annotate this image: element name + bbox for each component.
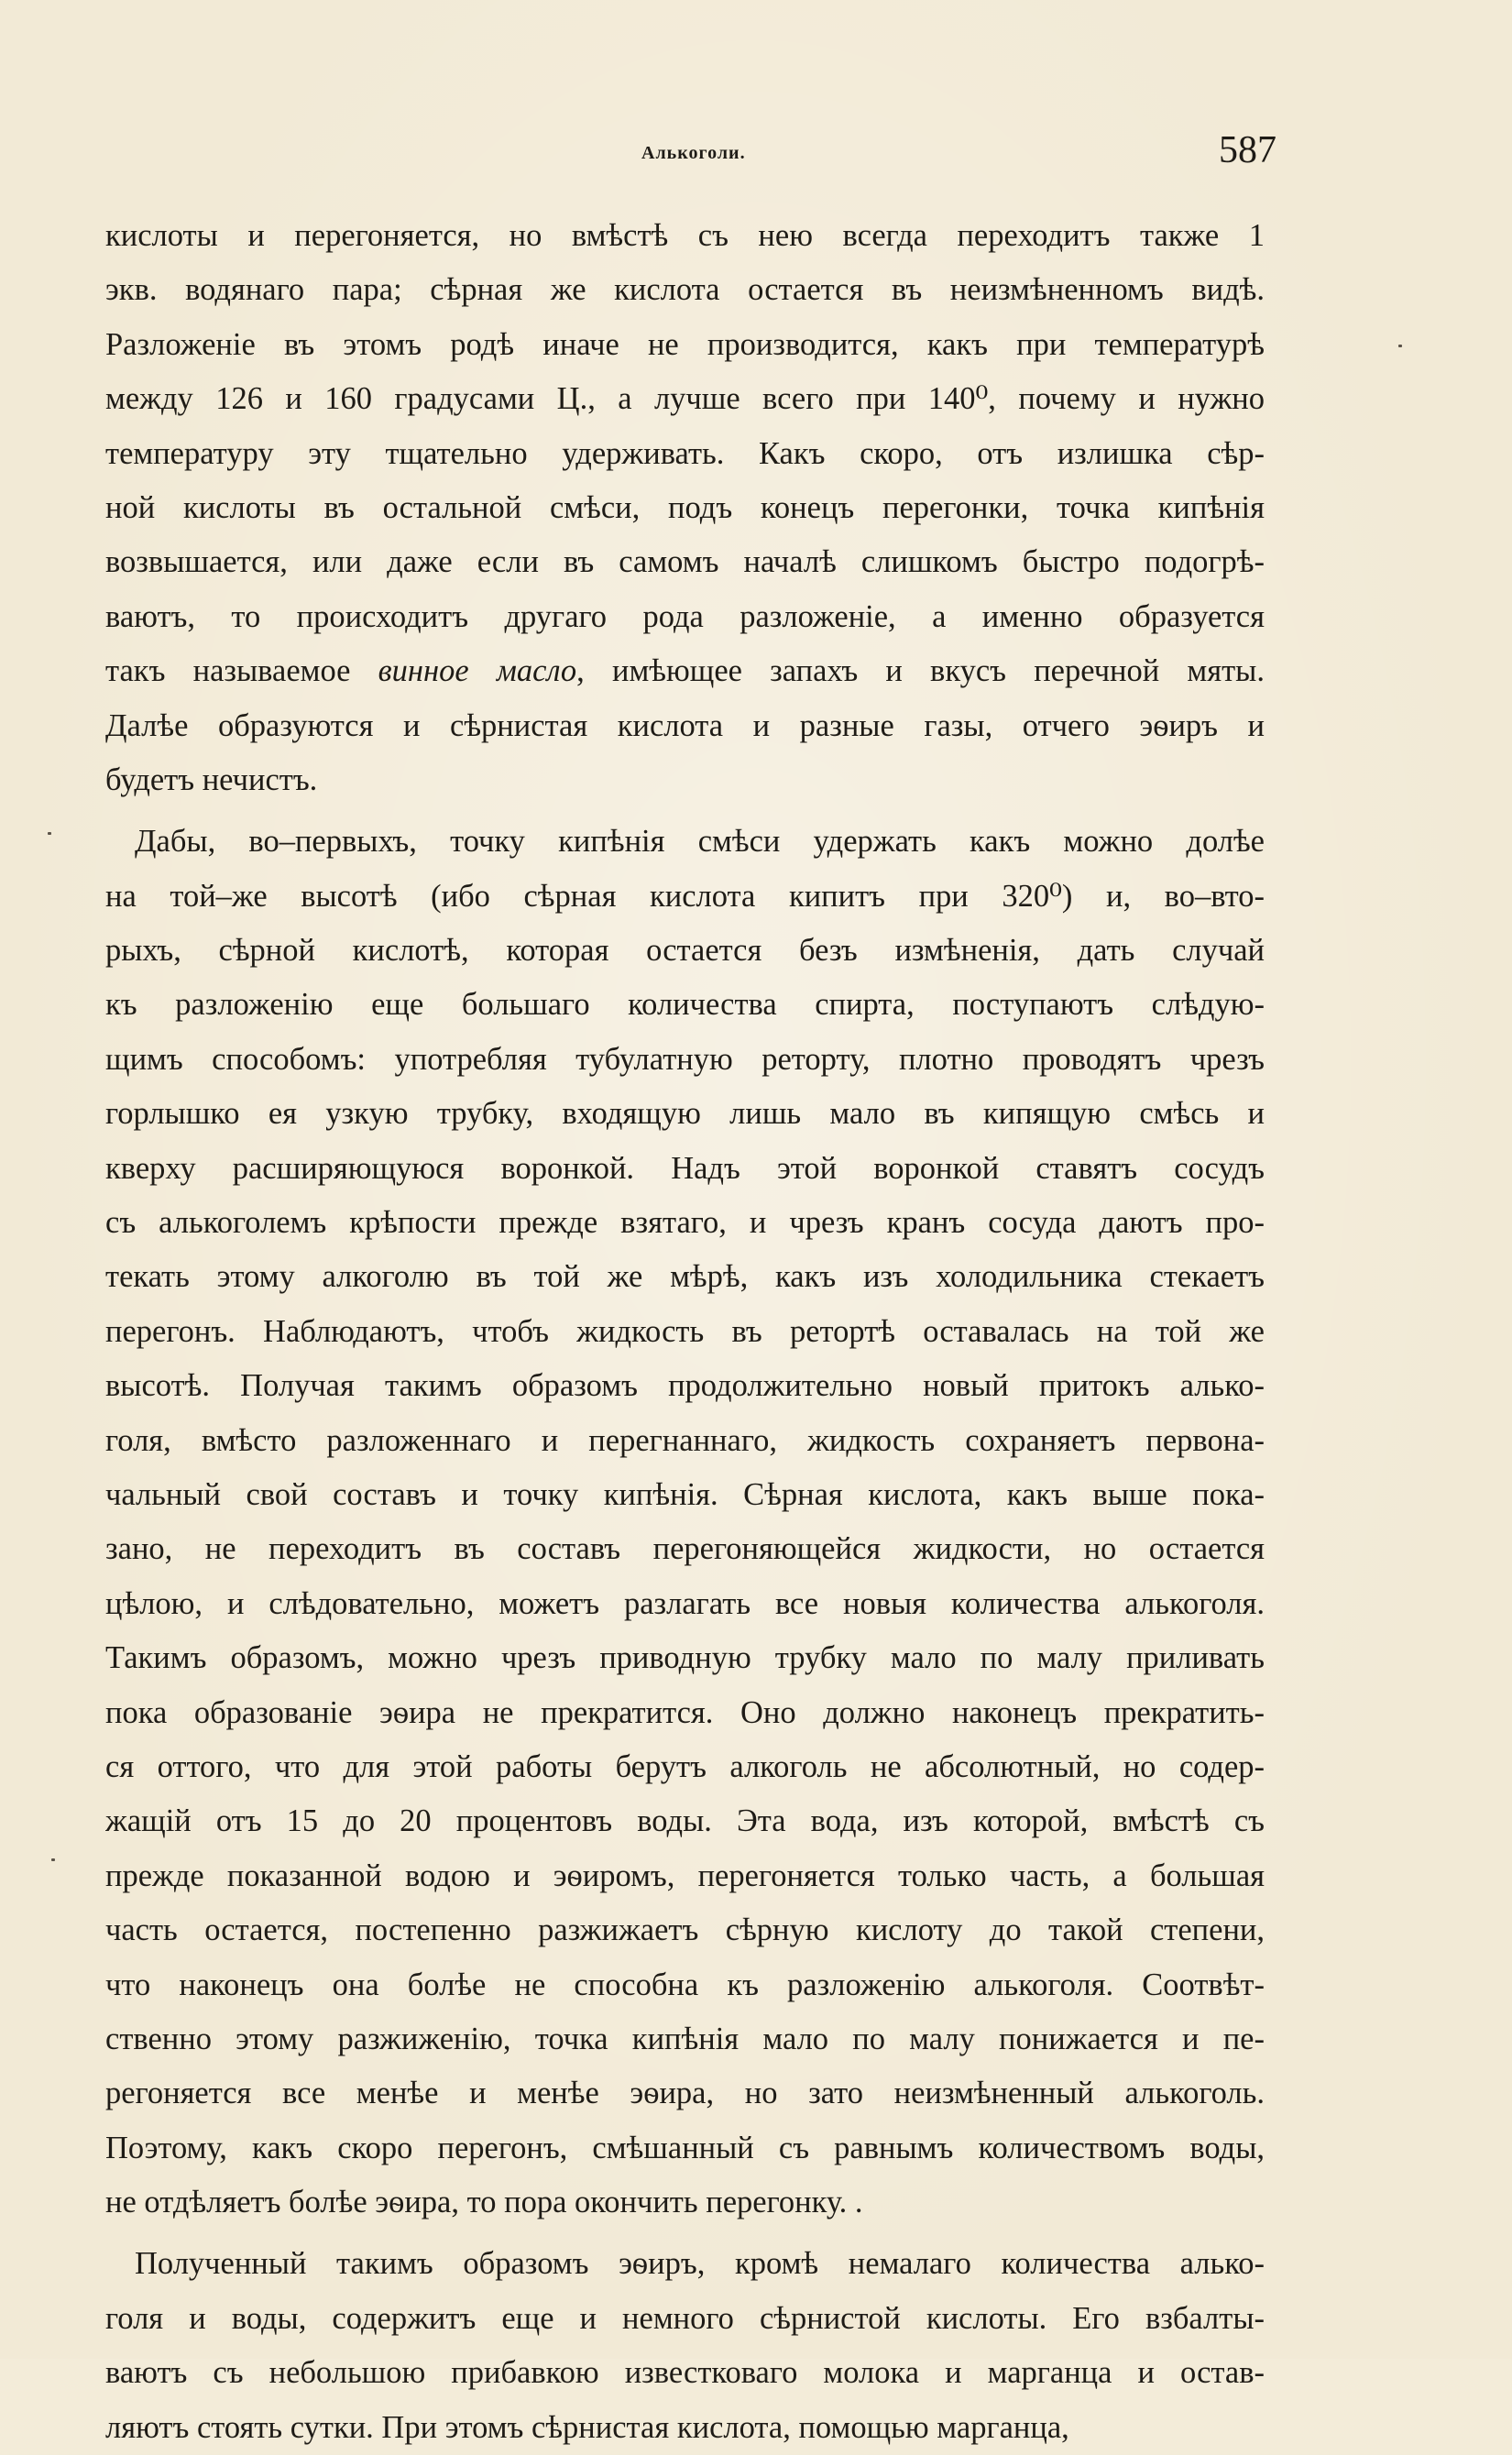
text-segment: ваютъ съ небольшою прибавкою известковаго молока и марганца и остав-	[105, 2355, 1265, 2391]
scan-speck	[48, 832, 51, 835]
page-number: 587	[1219, 129, 1276, 171]
text-line	[105, 1958, 1265, 2012]
text-line	[105, 2121, 1265, 2176]
text-line	[105, 318, 1265, 372]
text-line	[105, 1794, 1265, 1848]
text-segment: Такимъ образомъ, можно чрезъ приводную трубку мало по малу приливать	[105, 1640, 1265, 1676]
text-segment: горлышко ея узкую трубку, входящую лишь мало въ кипящую смѣсь и	[105, 1096, 1265, 1132]
text-line	[105, 2346, 1265, 2400]
text-line	[105, 2401, 1265, 2455]
text-line	[105, 1250, 1265, 1304]
text-line	[105, 1359, 1265, 1413]
text-segment: голя, вмѣсто разложеннаго и перегнаннаго, жидкость сохраняетъ первона-	[105, 1422, 1265, 1458]
text-segment: жащій отъ 15 до 20 процентовъ воды. Эта вода, изъ которой, вмѣстѣ съ	[105, 1803, 1265, 1839]
text-line	[105, 644, 1265, 698]
text-segment: регоняется все менѣе и менѣе эѳира, но зато неизмѣненный алькоголь.	[105, 2076, 1265, 2111]
text-line	[105, 1849, 1265, 1903]
text-line	[105, 1522, 1265, 1576]
text-line	[105, 699, 1265, 753]
text-segment: , имѣющее запахъ и вкусъ перечной мяты.	[576, 653, 1265, 689]
running-header	[0, 128, 1512, 183]
text-segment: возвышается, или даже если въ самомъ началѣ слишкомъ быстро подогрѣ-	[105, 544, 1265, 580]
text-line	[105, 1740, 1265, 1794]
text-line	[105, 978, 1265, 1032]
text-segment: чальный свой составъ и точку кипѣнія. Сѣрная кислота, какъ выше пока-	[105, 1476, 1265, 1512]
text-line	[105, 870, 1265, 924]
text-line	[105, 1196, 1265, 1250]
text-segment: такъ называемое	[105, 653, 378, 689]
text-line	[105, 427, 1265, 481]
text-segment: температуру эту тщательно удерживать. Какъ скоро, отъ излишка сѣр-	[105, 435, 1265, 471]
paragraph	[105, 2237, 1265, 2455]
text-line	[105, 1414, 1265, 1468]
text-segment: экв. водянаго пара; сѣрная же кислота остается въ неизмѣненномъ видѣ.	[105, 272, 1265, 308]
text-line	[105, 1686, 1265, 1740]
text-segment: будетъ нечистъ.	[105, 762, 318, 797]
text-segment: голя и воды, содержитъ еще и немного сѣрнистой кислоты. Его взбалты-	[105, 2300, 1265, 2336]
text-segment: перегонъ. Наблюдаютъ, чтобъ жидкость въ ретортѣ оставалась на той же	[105, 1313, 1265, 1349]
text-line	[105, 1631, 1265, 1685]
text-segment: ся оттого, что для этой работы берутъ алкоголь не абсолютный, но содер-	[105, 1748, 1265, 1784]
text-line	[105, 2012, 1265, 2066]
text-line	[105, 815, 1265, 869]
text-segment: рыхъ, сѣрной кислотѣ, которая остается безъ измѣненія, дать случай	[105, 933, 1265, 969]
text-segment: пока образованіе эѳира не прекратится. Оно должно наконецъ прекратить-	[105, 1694, 1265, 1730]
text-segment: Полученный такимъ образомъ эѳиръ, кромѣ немалаго количества алько-	[135, 2246, 1265, 2282]
text-segment: кислоты и перегоняется, но вмѣстѣ съ нею всегда переходитъ также 1	[105, 218, 1265, 253]
paragraph	[105, 815, 1265, 2230]
text-segment: часть остается, постепенно разжижаетъ сѣрную кислоту до такой степени,	[105, 1912, 1265, 1948]
text-line	[105, 481, 1265, 535]
running-title: Алькоголи.	[641, 143, 746, 163]
text-line	[105, 1903, 1265, 1957]
text-line	[105, 2237, 1265, 2291]
text-segment: не отдѣляетъ болѣе эѳира, то пора окончить перегонку. .	[105, 2185, 863, 2220]
scan-speck	[1398, 345, 1402, 347]
paragraph-gap	[105, 2230, 1265, 2237]
text-line	[105, 590, 1265, 644]
text-segment: съ алькоголемъ крѣпости прежде взятаго, и чрезъ кранъ сосуда даютъ про-	[105, 1205, 1265, 1241]
text-line	[105, 2292, 1265, 2346]
text-segment: Разложеніе въ этомъ родѣ иначе не производится, какъ при температурѣ	[105, 326, 1265, 362]
text-segment: Поэтому, какъ скоро перегонъ, смѣшанный съ равнымъ количествомъ воды,	[105, 2130, 1265, 2165]
text-line	[105, 1468, 1265, 1522]
text-segment: ляютъ стоять сутки. При этомъ сѣрнистая кислота, помощью марганца,	[105, 2409, 1069, 2445]
text-line	[105, 1577, 1265, 1631]
paragraph	[105, 209, 1265, 807]
text-segment: ственно этому разжиженію, точка кипѣнія мало по малу понижается и пе-	[105, 2021, 1265, 2056]
text-segment: ваютъ, то происходитъ другаго рода разложеніе, а именно образуется	[105, 598, 1265, 634]
text-line	[105, 1087, 1265, 1141]
text-line	[105, 263, 1265, 317]
text-segment: высотѣ. Получая такимъ образомъ продолжительно новый притокъ алько-	[105, 1368, 1265, 1404]
text-line	[105, 2176, 1265, 2230]
emphasized-term: винное масло	[378, 653, 577, 689]
text-segment: текать этому алкоголю въ той же мѣрѣ, какъ изъ холодильника стекаетъ	[105, 1259, 1265, 1295]
text-segment: на той–же высотѣ (ибо сѣрная кислота кипитъ при 320⁰) и, во–вто-	[105, 878, 1265, 914]
text-line	[105, 1305, 1265, 1359]
text-line	[105, 209, 1265, 263]
text-segment: щимъ способомъ: употребляя тубулатную реторту, плотно проводятъ чрезъ	[105, 1041, 1265, 1077]
text-segment: кверху расширяющуюся воронкой. Надъ этой воронкой ставятъ сосудъ	[105, 1150, 1265, 1186]
text-segment: что наконецъ она болѣе не способна къ разложенію алькоголя. Соотвѣт-	[105, 1967, 1265, 2002]
text-line	[105, 535, 1265, 589]
text-segment: ной кислоты въ остальной смѣси, подъ конецъ перегонки, точка кипѣнія	[105, 489, 1265, 525]
text-segment: Дабы, во–первыхъ, точку кипѣнія смѣси удержать какъ можно долѣе	[135, 824, 1265, 860]
text-line	[105, 372, 1265, 426]
text-segment: между 126 и 160 градусами Ц., а лучше всего при 140⁰, почему и нужно	[105, 381, 1265, 417]
scan-speck	[51, 1858, 55, 1861]
text-line	[105, 924, 1265, 978]
text-segment: зано, не переходитъ въ составъ перегоняющейся жидкости, но остается	[105, 1531, 1265, 1567]
text-segment: къ разложенію еще большаго количества спирта, поступаютъ слѣдую-	[105, 987, 1265, 1023]
paragraph-gap	[105, 807, 1265, 815]
text-segment: цѣлою, и слѣдовательно, можетъ разлагать все новыя количества алькоголя.	[105, 1585, 1265, 1621]
text-line	[105, 1033, 1265, 1087]
text-line	[105, 1142, 1265, 1196]
text-line	[105, 753, 1265, 807]
text-segment: Далѣе образуются и сѣрнистая кислота и разные газы, отчего эѳиръ и	[105, 707, 1265, 743]
text-segment: прежде показанной водою и эѳиромъ, перегоняется только часть, а большая	[105, 1858, 1265, 1893]
body-text	[105, 209, 1265, 2455]
text-line	[105, 2066, 1265, 2121]
